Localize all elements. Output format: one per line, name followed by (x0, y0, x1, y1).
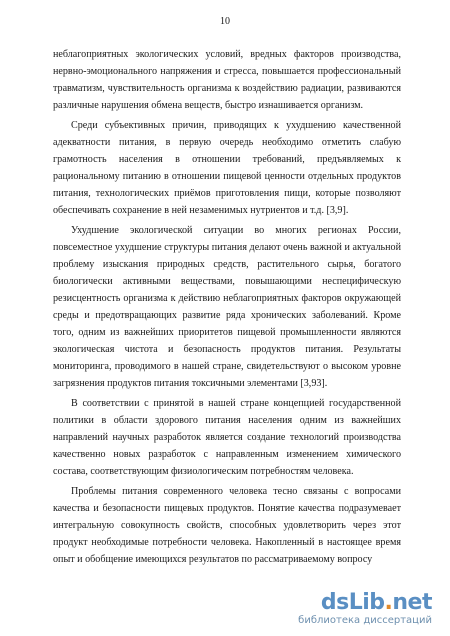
logo-text-dslib: dsLib (320, 590, 385, 615)
paragraph-5: Проблемы питания современного человека тесно связаны с вопросами качества и безопасности пищевых продуктов. Понятие качества подразумевает интегральную совокупность свойств, способных удовлетворить через этот продукт необходимые потребности человека. Накопленный в настоящее время опыт и обобщение имеющихся результатов по рассматриваемому вопросу (53, 486, 401, 565)
paragraph-2: Среди субъективных причин, приводящих к ухудшению качественной адекватности питания, в первую очередь необходимо отметить слабую грамотность населения в отношении требований, предъявляемых к рациональному питанию в отношении пищевой ценности отдельных продуктов питания, технологических приёмов приготовления пищи, которые позволяют обеспечивать сохранение в ней незаменимых нутриентов и т.д. [3,9]. (53, 120, 401, 216)
logo-text-net: net (392, 590, 432, 615)
logo-dot: . (384, 590, 393, 615)
body-text (53, 46, 401, 568)
paragraph-3: Ухудшение экологической ситуации во многих регионах России, повсеместное ухудшение структуры питания делают очень важной и актуальной проблему изыскания природных средств, растительного сырья, богатого биологически активными веществами, повышающими неспецифическую резисцентность организма к действию неблагоприятных факторов окружающей среды и предотвращающих развитие ряда хронических заболеваний. Кроме того, одним из важнейших приоритетов пищевой промышленности являются экологическая чистота и безопасность продуктов питания. Результаты мониторинга, проводимого в нашей стране, свидетельствуют о высоком уровне загрязнения продуктов питания токсичными элементами [3,93]. (53, 225, 401, 389)
paragraph-1: неблагоприятных экологических условий, вредных факторов производства, нервно-эмоционального напряжения и стресса, повышается профессиональный травматизм, чувствительность организма к воздействию радиации, развиваются различные нарушения обмена веществ, быстро изнашивается организм. (53, 49, 401, 111)
page-number: 10 (220, 16, 230, 27)
dslib-watermark[interactable] (267, 592, 432, 630)
paragraph-4: В соответствии с принятой в нашей стране концепцией государственной политики в области здорового питания населения одним из важнейших направлений научных разработок является создание технологий производства качественно новых разработок с направленным изменением химического состава, соответствующим физиологическим потребностям человека. (53, 398, 401, 477)
dslib-logo (321, 592, 432, 614)
dslib-subtitle: библиотека диссертаций (298, 615, 432, 626)
